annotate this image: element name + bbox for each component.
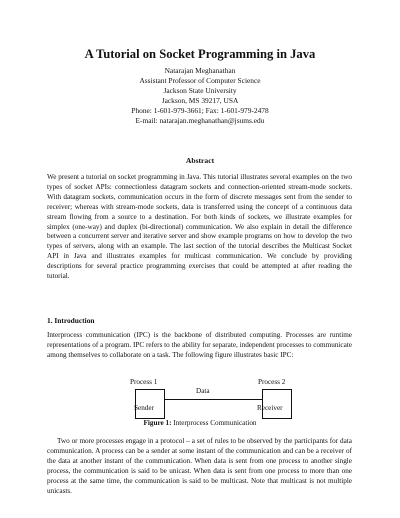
author-university: Jackson State University (163, 86, 237, 95)
abstract-text: We present a tutorial on socket programming in Java. This tutorial illustrates several examples on the two types of socket APIs: connectionless datagram sockets and connection-oriented stream-mode sockets. With datagram sockets, communication occurs in the form of discrete messages sent from the sender to receiver; whereas with stream-mode sockets, data is transferred using the concept of a continuous data stream flowing from a source to a destination. For both kinds of sockets, we illustrate examples for simplex (one-way) and duplex (bi-directional) communication. We also explain in detail the difference between a concurrent server and iterative server and show example programs on how to develop the two types of servers, along with an example. The last section of the tutorial describes the Multicast Socket API in Java and illustrates examples for multicast communication. We conclude by providing descriptions for several practice programming exercises that could be attempted at after reading the tutorial. (47, 173, 352, 281)
figure-data-line (165, 399, 262, 400)
figure-caption-label: Figure 1: (143, 419, 172, 427)
figure-process-2-label: Process 2 (258, 378, 286, 386)
author-name: Natarajan Meghanathan (164, 66, 236, 75)
author-position: Assistant Professor of Computer Science (139, 76, 261, 85)
figure-process-1-label: Process 1 (130, 378, 158, 386)
author-address: Jackson, MS 39217, USA (161, 96, 239, 105)
author-phone: Phone: 1-601-979-3661; Fax: 1-601-979-2478 (131, 106, 269, 115)
paper-title: A Tutorial on Socket Programming in Java (84, 47, 316, 61)
abstract-heading: Abstract (185, 156, 215, 165)
section-heading-introduction: 1. Introduction (47, 316, 95, 325)
figure-caption-text: Interprocess Communication (171, 419, 257, 427)
figure-data-label: Data (196, 387, 210, 395)
figure-caption (0, 418, 400, 428)
introduction-paragraph-1: Interprocess communication (IPC) is the backbone of distributed computing. Processes are runtime representations of a program. IPC refers to the ability for separate, independent processes to communicate among themselves to collaborate on a task. The following figure illustrates basic IPC: (47, 331, 352, 359)
author-block (0, 66, 400, 126)
author-email: E-mail: natarajan.meghanathan@jsums.edu (135, 116, 265, 125)
figure-receiver-label: Receiver (257, 404, 283, 412)
introduction-paragraph-2: Two or more processes engage in a protocol – a set of rules to be observed by the participants for data communication. A process can be a sender at some instant of the communication and can be a receiver of the data at another instant of the communication. When data is sent from one process to another single process, the communication is said to be unicast. When data is sent from one process to more than one process at the same time, the communication is said to be multicast. Note that multicast is not multiple unicasts. (47, 437, 352, 495)
figure-sender-label: Sender (134, 404, 154, 412)
